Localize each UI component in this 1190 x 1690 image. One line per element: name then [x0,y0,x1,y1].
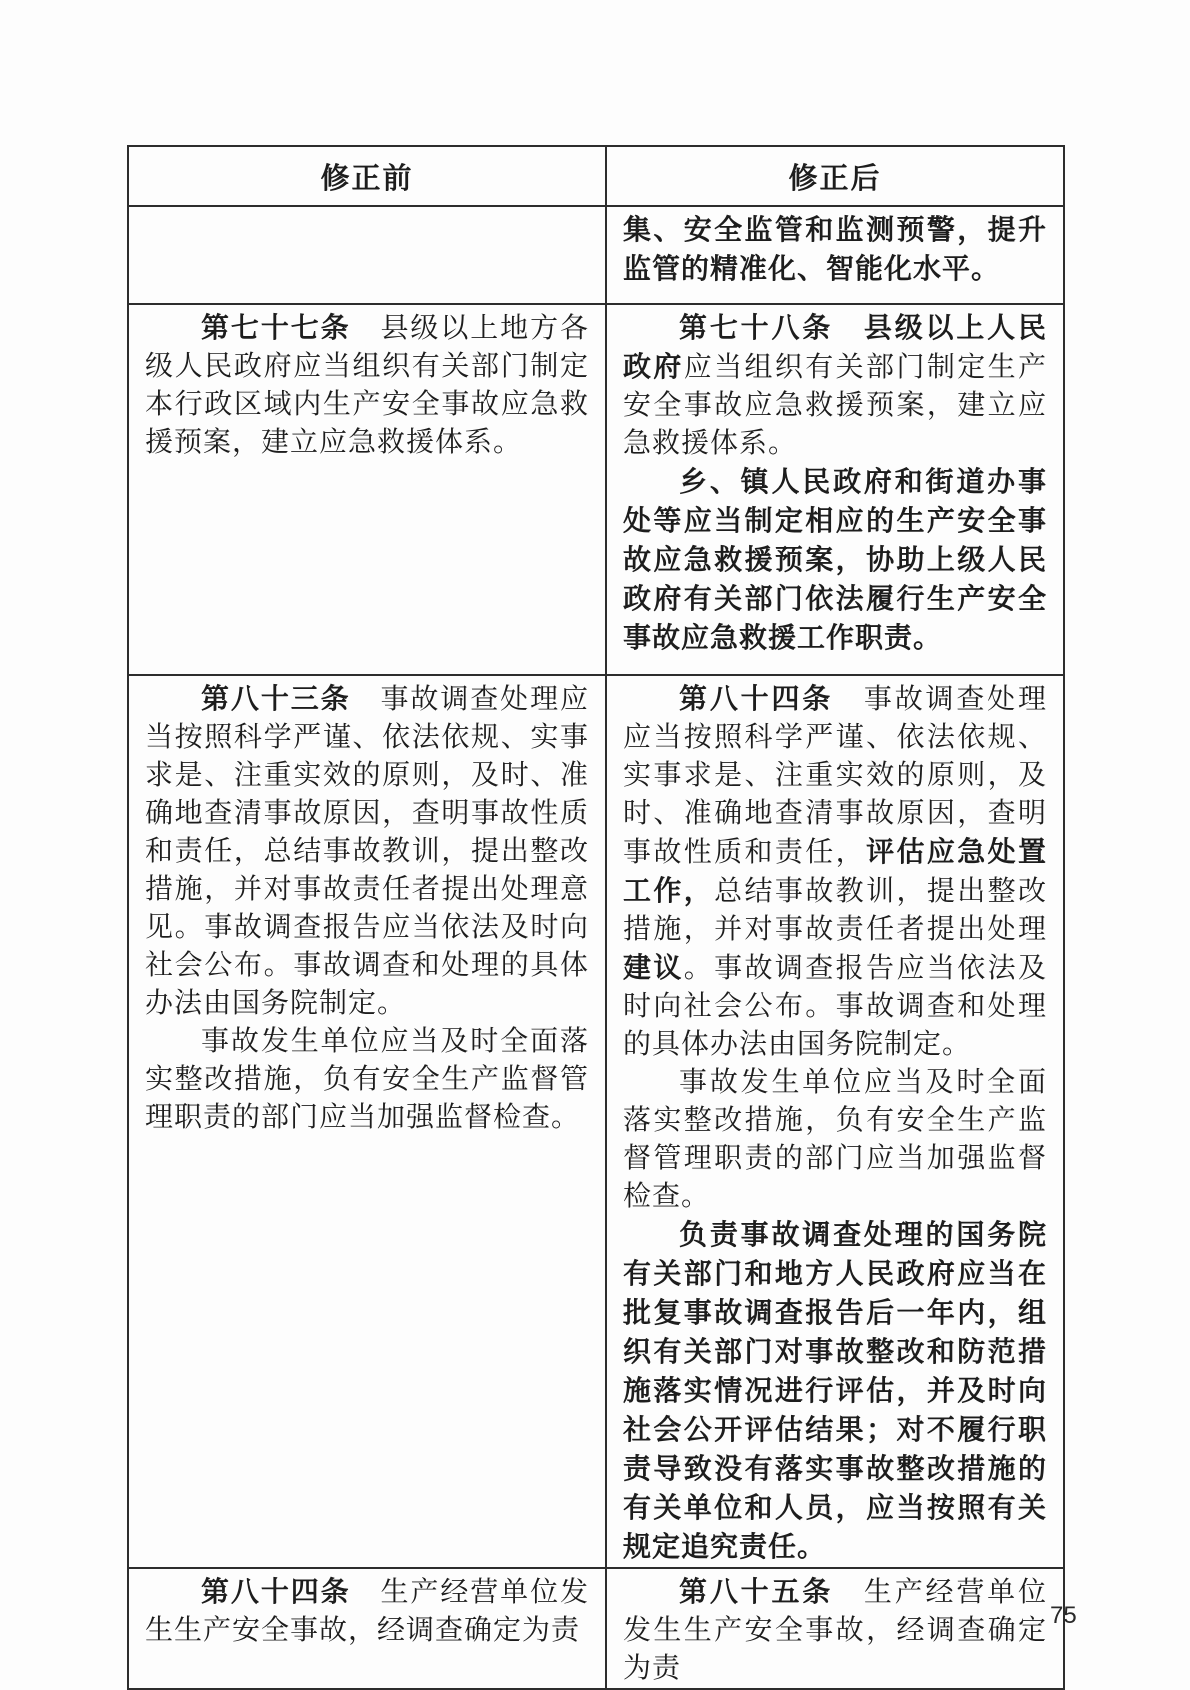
paragraph [623,463,1047,658]
amendment-comparison-table [127,145,1065,1690]
amended-text: 负责事故调查处理的国务院有关部门和地方人民政府应当在批复事故调查报告后一年内，组织有关部门对事故整改和防范措施落实情况进行评估，并及时向社会公开评估结果；对不履行职责导致没有落实事故整改措施的有关单位和人员，应当按照有关规定追究责任。 [623,1219,1047,1562]
cell-before [128,675,606,1568]
page-number: 75 [1050,1602,1077,1629]
paragraph [623,309,1047,463]
amended-text: 建议 [623,952,684,983]
paragraph [623,1216,1047,1567]
cell-after [606,1568,1064,1689]
cell-after [606,675,1064,1568]
amended-text: 第七十八条 县级以上人民政府 [623,312,1047,382]
column-header-before: 修正前 [128,146,606,206]
original-text: 生产经营单位发生生产安全事故，经调查确定为责 [623,1577,1047,1684]
table-row [128,675,1064,1568]
table-row [128,1568,1064,1689]
amended-text: 第八十四条 [201,1576,351,1607]
paragraph [623,211,1047,289]
cell-before [128,304,606,675]
original-text: 事故调查处理应当按照科学严谨、依法依规、实事求是、注重实效的原则，及时、准确地查清事故原因，查明事故性质和责任，总结事故教训，提出整改措施，并对事故责任者提出处理意见。事故调查报告应当依法及时向社会公布。事故调查和处理的具体办法由国务院制定。 [145,684,589,1019]
amended-text: 评估应急处置工作， [623,836,1047,906]
table-row [128,206,1064,304]
paragraph [623,1064,1047,1216]
original-text: 。事故调查报告应当依法及时向社会公布。事故调查和处理的具体办法由国务院制定。 [623,953,1047,1060]
paragraph [145,680,589,1023]
amended-text: 第八十三条 [201,683,351,714]
cell-before [128,1568,606,1689]
original-text: 县级以上地方各级人民政府应当组织有关部门制定本行政区域内生产安全事故应急救援预案，建立应急救援体系。 [145,313,589,458]
amended-text: 集、安全监管和监测预警，提升监管的精准化、智能化水平。 [623,214,1047,284]
paragraph [145,1023,589,1137]
amended-text: 乡、镇人民政府和街道办事处等应当制定相应的生产安全事故应急救援预案，协助上级人民政府有关部门依法履行生产安全事故应急救援工作职责。 [623,466,1047,653]
table-header-row [128,146,1064,206]
original-text: 应当组织有关部门制定生产安全事故应急救援预案，建立应急救援体系。 [623,352,1047,459]
cell-after [606,304,1064,675]
paragraph [623,680,1047,1064]
amended-text: 第七十七条 [201,312,351,343]
paragraph [623,1573,1047,1688]
amended-text: 第八十五条 [679,1576,834,1607]
cell-before [128,206,606,304]
paragraph [145,309,589,462]
table-row [128,304,1064,675]
column-header-after: 修正后 [606,146,1064,206]
original-text: 事故调查处理应当按照科学严谨、依法依规、实事求是、注重实效的原则，及时、准确地查清事故原因，查明事故性质和责任， [623,684,1047,868]
original-text: 事故发生单位应当及时全面落实整改措施，负有安全生产监督管理职责的部门应当加强监督检查。 [623,1067,1047,1212]
original-text: 总结事故教训，提出整改措施，并对事故责任者提出处理 [623,876,1047,945]
cell-after [606,206,1064,304]
original-text: 事故发生单位应当及时全面落实整改措施，负有安全生产监督管理职责的部门应当加强监督检查。 [145,1026,589,1133]
original-text: 生产经营单位发生生产安全事故，经调查确定为责 [145,1577,589,1646]
amended-text: 第八十四条 [679,683,834,714]
paragraph [145,1573,589,1650]
